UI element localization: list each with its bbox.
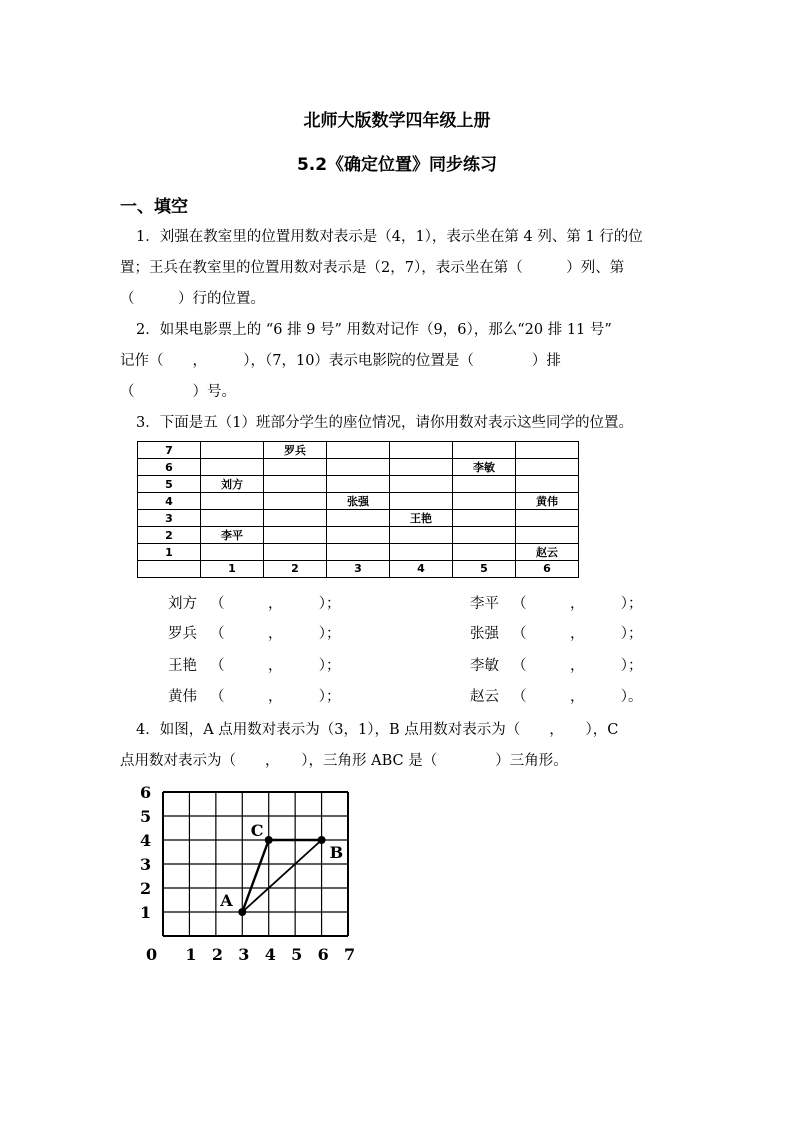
answer-liufang	[168, 592, 341, 613]
y-axis-label: 3	[140, 855, 152, 874]
row-label: 1	[138, 544, 201, 561]
answer-blank: （ ， ）；	[512, 596, 643, 612]
point-c	[265, 836, 273, 844]
seat-table	[137, 441, 579, 578]
answer-blank: （ ， ）；	[210, 658, 341, 674]
page-title: 北师大版数学四年级上册	[303, 111, 491, 131]
seat-cell	[201, 459, 264, 476]
seat-cell	[264, 459, 327, 476]
seat-cell	[327, 459, 390, 476]
row-label: 4	[138, 493, 201, 510]
answer-name: 李平	[470, 596, 499, 612]
q1-line2: 置；王兵在教室里的位置用数对表示是（2，7），表示坐在第（ ）列、第	[120, 260, 625, 276]
seat-cell	[264, 510, 327, 527]
column-label-row	[138, 561, 579, 578]
column-label: 5	[453, 561, 516, 578]
x-axis-label: 3	[238, 945, 250, 964]
q4-line1: 4．如图，A 点用数对表示为（3，1），B 点用数对表示为（ ， ），C	[136, 722, 619, 738]
seat-cell	[264, 544, 327, 561]
q2-line2: 记作（ ， ），（7，10）表示电影院的位置是（ ）排	[120, 353, 561, 369]
seat-cell	[264, 476, 327, 493]
x-axis-label: 4	[264, 945, 276, 964]
seat-cell	[327, 476, 390, 493]
column-label: 1	[201, 561, 264, 578]
q2-line1: 2．如果电影票上的 “6 排 9 号” 用数对记作（9，6），那么“20 排 11 号”	[136, 322, 612, 338]
column-label: 6	[516, 561, 579, 578]
seat-cell	[453, 527, 516, 544]
seat-cell	[390, 476, 453, 493]
seat-cell	[201, 493, 264, 510]
seat-cell	[264, 493, 327, 510]
q1-line3: （ ）行的位置。	[120, 291, 265, 307]
corner-cell	[138, 561, 201, 578]
point-label: B	[329, 843, 344, 862]
table-row	[138, 442, 579, 459]
table-row	[138, 544, 579, 561]
seat-cell: 张强	[327, 493, 390, 510]
answer-name: 张强	[470, 626, 499, 642]
answer-blank: （ ， ）；	[512, 658, 643, 674]
seat-cell	[453, 442, 516, 459]
point-label: C	[250, 821, 264, 840]
answer-blank: （ ， ）；	[512, 626, 643, 642]
seat-cell	[390, 459, 453, 476]
seat-cell: 黄伟	[516, 493, 579, 510]
q1-line1: 1．刘强在教室里的位置用数对表示是（4，1），表示坐在第 4 列、第 1 行的位	[136, 229, 643, 245]
seat-cell: 刘方	[201, 476, 264, 493]
seat-cell	[390, 442, 453, 459]
seat-cell	[516, 476, 579, 493]
answer-limin	[470, 654, 643, 675]
seat-cell	[264, 527, 327, 544]
x-axis-label: 5	[291, 945, 303, 964]
table-row	[138, 476, 579, 493]
table-row	[138, 493, 579, 510]
y-axis-label: 1	[140, 903, 152, 922]
seat-cell	[390, 527, 453, 544]
x-axis-label: 0	[146, 945, 158, 964]
column-label: 3	[327, 561, 390, 578]
seat-cell	[516, 459, 579, 476]
seat-cell	[516, 510, 579, 527]
y-axis-label: 2	[140, 879, 152, 898]
coordinate-grid	[130, 780, 360, 970]
seat-cell	[327, 442, 390, 459]
table-row	[138, 459, 579, 476]
x-axis-label: 7	[344, 945, 356, 964]
answer-zhaoyun	[470, 685, 643, 706]
x-axis-label: 2	[211, 945, 223, 964]
seat-cell: 赵云	[516, 544, 579, 561]
answer-blank: （ ， ）；	[210, 596, 341, 612]
column-label: 2	[264, 561, 327, 578]
y-axis-label: 5	[140, 807, 152, 826]
table-row	[138, 527, 579, 544]
row-label: 7	[138, 442, 201, 459]
answer-name: 罗兵	[168, 626, 197, 642]
seat-cell	[453, 493, 516, 510]
seat-cell	[327, 544, 390, 561]
x-axis-label: 1	[185, 945, 197, 964]
section-heading: 一、填空	[120, 197, 188, 217]
seat-cell: 李敏	[453, 459, 516, 476]
answer-luobing	[168, 622, 341, 643]
q2-line3: （ ）号。	[120, 384, 236, 400]
answer-liping	[470, 592, 643, 613]
answer-name: 李敏	[470, 658, 499, 674]
point-a	[238, 908, 246, 916]
answer-blank: （ ， ）；	[210, 626, 341, 642]
page-subtitle: 5.2《确定位置》同步练习	[296, 155, 498, 175]
q4-line2: 点用数对表示为（ ， ），三角形 ABC 是（ ）三角形。	[120, 753, 568, 769]
triangle-side-ab	[242, 840, 321, 912]
point-b	[318, 836, 326, 844]
answer-zhangqiang	[470, 622, 643, 643]
row-label: 2	[138, 527, 201, 544]
seat-cell	[327, 510, 390, 527]
seat-cell	[201, 442, 264, 459]
answer-wangyan	[168, 654, 341, 675]
y-axis-label: 6	[140, 783, 152, 802]
seat-cell	[516, 527, 579, 544]
seat-cell	[390, 544, 453, 561]
column-label: 4	[390, 561, 453, 578]
answer-blank: （ ， ）；	[210, 689, 341, 705]
answer-name: 黄伟	[168, 689, 197, 705]
answer-blank: （ ， ）。	[512, 689, 643, 705]
seat-cell	[453, 510, 516, 527]
row-label: 3	[138, 510, 201, 527]
seat-cell	[516, 442, 579, 459]
seat-cell: 罗兵	[264, 442, 327, 459]
answer-huangwei	[168, 685, 341, 706]
y-axis-label: 4	[140, 831, 152, 850]
q3-line1: 3．下面是五（1）班部分学生的座位情况，请你用数对表示这些同学的位置。	[136, 415, 633, 431]
seat-cell	[201, 510, 264, 527]
seat-cell	[390, 493, 453, 510]
answer-name: 刘方	[168, 596, 197, 612]
point-label: A	[220, 891, 233, 910]
row-label: 6	[138, 459, 201, 476]
table-row	[138, 510, 579, 527]
seat-cell	[327, 527, 390, 544]
seat-cell	[453, 544, 516, 561]
seat-cell	[201, 544, 264, 561]
seat-cell	[453, 476, 516, 493]
row-label: 5	[138, 476, 201, 493]
answer-name: 王艳	[168, 658, 197, 674]
answer-name: 赵云	[470, 689, 499, 705]
seat-cell: 王艳	[390, 510, 453, 527]
seat-cell: 李平	[201, 527, 264, 544]
x-axis-label: 6	[317, 945, 329, 964]
